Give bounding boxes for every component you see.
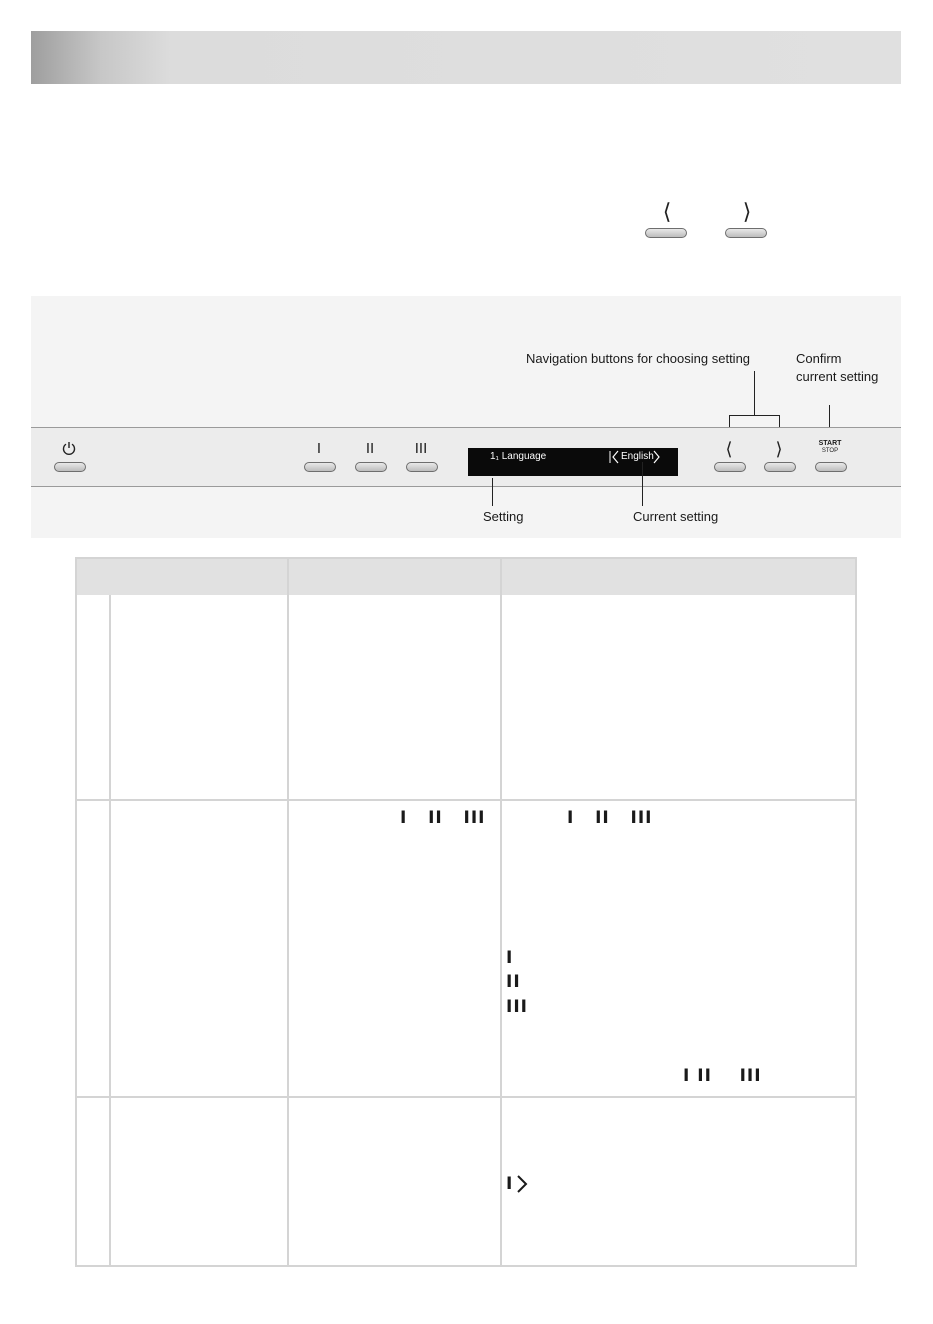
table-col-divider	[500, 559, 502, 1265]
list-item: I	[506, 948, 514, 968]
display-value: English	[621, 451, 654, 462]
stop-label: STOP	[821, 448, 839, 454]
program-button-1[interactable]	[304, 462, 336, 472]
chevron-right-icon	[515, 1174, 529, 1194]
leader-line	[729, 415, 780, 416]
program-button-3[interactable]	[406, 462, 438, 472]
start-label: START	[818, 440, 842, 447]
bar-symbol: I	[400, 808, 408, 828]
callout-setting: Setting	[483, 509, 524, 524]
bar-symbol: II	[697, 1066, 712, 1086]
bar-symbol: III	[739, 1066, 762, 1086]
table-row	[567, 808, 653, 828]
bar-symbol: II	[428, 808, 443, 828]
display-value-group	[609, 449, 669, 465]
table-row	[683, 1066, 762, 1086]
callout-current-setting: Current setting	[633, 509, 719, 524]
table-row-divider	[77, 1096, 855, 1098]
control-panel-figure	[31, 296, 901, 538]
power-icon	[61, 440, 77, 456]
bar-symbol: I	[567, 808, 575, 828]
start-stop-button[interactable]	[815, 462, 847, 472]
table-header-row	[77, 559, 855, 595]
bar-symbol: III	[463, 808, 486, 828]
table-col-divider	[109, 595, 111, 1265]
table-col-divider	[287, 559, 289, 1265]
header-bar	[31, 31, 901, 84]
bar-symbol: II	[595, 808, 610, 828]
next-button[interactable]	[725, 228, 767, 238]
callout-confirm-line2: current setting	[796, 369, 879, 384]
leader-line	[754, 371, 755, 416]
prev-button[interactable]	[645, 228, 687, 238]
bar-symbol: III	[630, 808, 653, 828]
table-row	[400, 808, 486, 828]
callout-confirm-line1: Confirm	[796, 351, 842, 366]
panel-next-button[interactable]	[764, 462, 796, 472]
display-setting: 1₁ Language	[490, 451, 547, 462]
bar-symbol: I	[506, 1174, 514, 1194]
table-row-divider	[77, 799, 855, 801]
program-label-2: II	[365, 440, 375, 457]
list-item: II	[506, 972, 521, 992]
callout-navigation: Navigation buttons for choosing setting	[526, 351, 751, 366]
leader-line	[492, 478, 493, 506]
settings-table	[75, 557, 857, 1267]
panel-chevron-right-icon: ⟩	[775, 439, 783, 459]
program-label-1: I	[316, 440, 322, 457]
panel-chevron-left-icon: ⟨	[725, 439, 733, 459]
panel-prev-button[interactable]	[714, 462, 746, 472]
list-item: III	[506, 997, 528, 1017]
chevron-left-icon: ⟨	[662, 199, 672, 224]
power-button[interactable]	[54, 462, 86, 472]
program-button-2[interactable]	[355, 462, 387, 472]
leader-line	[642, 462, 643, 506]
program-label-3: III	[414, 440, 428, 457]
chevron-right-icon: ⟩	[742, 199, 752, 224]
bar-symbol: I	[683, 1066, 691, 1086]
